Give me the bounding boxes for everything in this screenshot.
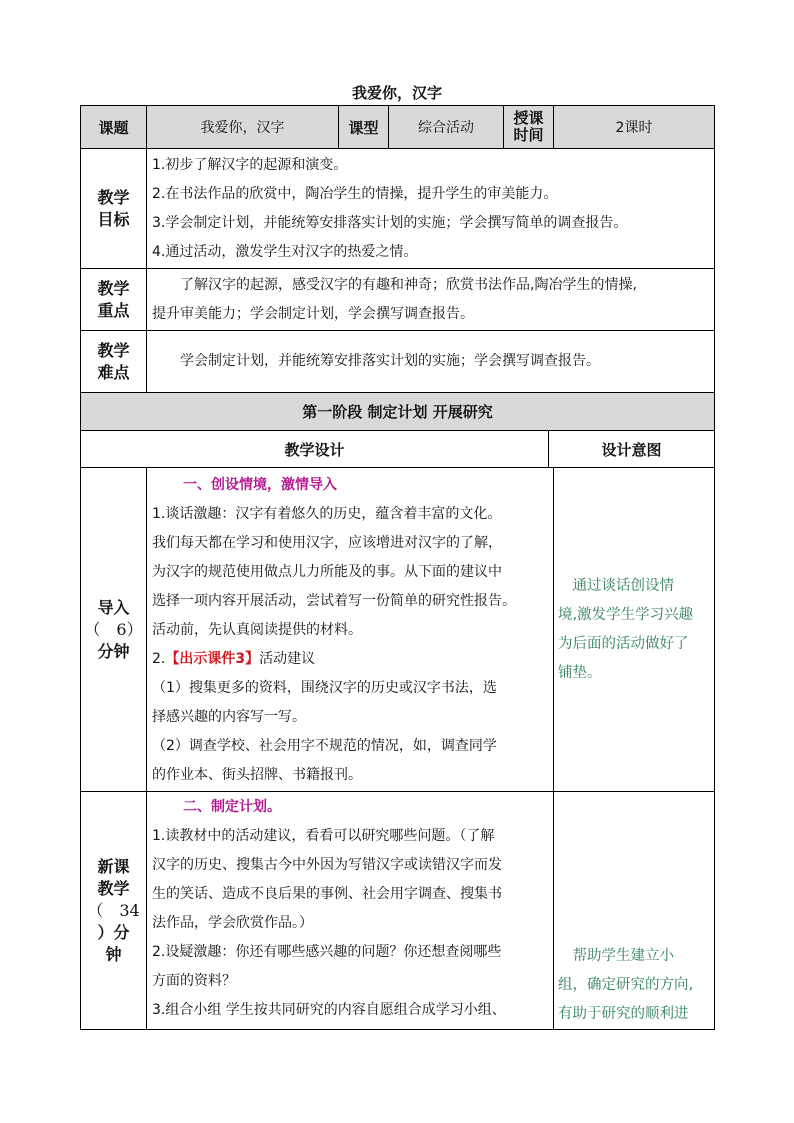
new-lesson-label-line4: ）分 (97, 922, 130, 942)
intro-intent-line: 铺垫。 (558, 664, 602, 681)
time-value: 2课时 (554, 106, 715, 149)
time-label-line2: 时间 (513, 126, 544, 144)
key-points-label (81, 269, 147, 331)
new-lesson-row (81, 792, 715, 1030)
goal-item: 4.通过活动，激发学生对汉字的热爱之情。 (152, 243, 418, 260)
key-points-line2: 提升审美能力；学会制定计划，学会撰写调查报告。 (152, 305, 474, 322)
new-lesson-label (81, 792, 147, 1030)
time-label (504, 106, 554, 149)
lesson-plan-table (80, 105, 715, 1030)
activity-prefix: 2. (152, 651, 166, 667)
difficulty-content (147, 331, 715, 393)
goals-label-line1: 教学 (97, 187, 130, 207)
intro-sub-line: 的作业本、街头招牌、书籍报刊。 (152, 767, 362, 783)
intro-sub-line: （1）搜集更多的资料，围绕汉字的历史或汉字书法，选 (152, 680, 497, 696)
intent-column-header: 设计意图 (549, 431, 715, 468)
courseware-highlight: 【出示课件3】 (165, 651, 260, 667)
type-value: 综合活动 (389, 106, 504, 149)
intro-sub-line: （2）调查学校、社会用字不规范的情况，如，调查同学 (152, 738, 497, 754)
difficulty-label-line2: 难点 (97, 362, 130, 382)
time-label-line1: 授课 (513, 109, 544, 127)
goals-label-line2: 目标 (97, 209, 130, 229)
new-lesson-label-line2: 教学 (97, 878, 130, 898)
intro-activity-line (147, 645, 553, 674)
intro-line: 活动前，先认真阅读提供的材料。 (152, 622, 362, 638)
intro-heading: 一、创设情境，激情导入 (183, 477, 337, 493)
intro-intent-line: 境,激发学生学习兴趣 (558, 606, 694, 623)
stage-row (81, 393, 715, 431)
difficulty-text: 学会制定计划，并能统筹安排落实计划的实施；学会撰写调查报告。 (180, 353, 600, 369)
activity-suffix: 活动建议 (259, 651, 316, 667)
intro-line: 选择一项内容开展活动，尝试着写一份简单的研究性报告。 (152, 593, 516, 609)
intro-content (147, 468, 554, 792)
key-points-line1: 了解汉字的起源，感受汉字的有趣和神奇；欣赏书法作品,陶冶学生的情操, (180, 276, 637, 293)
new-lesson-label-line5: 钟 (105, 944, 122, 964)
intro-sub-line: 择感兴趣的内容写一写。 (152, 709, 306, 725)
new-lesson-line: 方面的资料？ (152, 973, 236, 989)
new-lesson-line: 3.组合小组 学生按共同研究的内容自愿组合成学习小组、 (152, 1002, 506, 1018)
key-points-label-line2: 重点 (97, 300, 130, 320)
intro-intent (554, 468, 715, 792)
intro-label (81, 468, 147, 792)
intro-line: 1.谈话激趣：汉字有着悠久的历史，蕴含着丰富的文化。 (152, 506, 502, 522)
goals-label (81, 149, 147, 269)
new-lesson-intent-line: 组，确定研究的方向, (558, 977, 694, 993)
goal-item: 3.学会制定计划，并能统筹安排落实计划的实施；学会撰写简单的调查报告。 (152, 214, 628, 231)
new-lesson-line: 汉字的历史、搜集古今中外因为写错汉字或读错汉字而发 (152, 857, 502, 873)
difficulty-label-line1: 教学 (97, 340, 130, 360)
key-points-row (81, 269, 715, 331)
type-label: 课型 (339, 106, 389, 149)
new-lesson-label-line1: 新课 (97, 856, 130, 876)
new-lesson-content (147, 792, 554, 1030)
new-lesson-label-line3: （ 34 (87, 900, 140, 920)
key-points-content (147, 269, 715, 331)
difficulty-label (81, 331, 147, 393)
design-column-header: 教学设计 (81, 431, 549, 468)
stage-title: 第一阶段 制定计划 开展研究 (81, 393, 715, 431)
new-lesson-intent (554, 792, 715, 1030)
difficulty-row (81, 331, 715, 393)
goals-row (81, 149, 715, 269)
intro-intent-line: 为后面的活动做好了 (558, 635, 689, 652)
new-lesson-heading: 二、制定计划。 (183, 799, 281, 815)
intro-line: 我们每天都在学习和使用汉字，应该增进对汉字的了解， (152, 535, 502, 551)
new-lesson-line: 1.读教材中的活动建议，看看可以研究哪些问题。（了解 (152, 828, 495, 844)
intro-row (81, 468, 715, 792)
columns-row (81, 431, 715, 468)
intro-label-line2: （ 6） (84, 619, 143, 639)
document-title: 我爱你，汉字 (351, 84, 442, 102)
goals-content (147, 149, 715, 269)
intro-label-line3: 分钟 (97, 641, 130, 661)
header-row (81, 106, 715, 149)
intro-intent-line: 通过谈话创设情 (558, 577, 675, 594)
new-lesson-intent-line: 有助于研究的顺利进 (558, 1006, 689, 1022)
goal-item: 1.初步了解汉字的起源和演变。 (152, 156, 348, 173)
new-lesson-line: 生的笑话、造成不良后果的事例、社会用字调查、搜集书 (152, 886, 502, 902)
intro-line: 为汉字的规范使用做点儿力所能及的事。从下面的建议中 (152, 564, 502, 580)
new-lesson-line: 2.设疑激趣：你还有哪些感兴趣的问题？你还想查阅哪些 (152, 944, 502, 960)
goal-item: 2.在书法作品的欣赏中，陶冶学生的情操，提升学生的审美能力。 (152, 185, 558, 202)
topic-label: 课题 (81, 106, 147, 149)
new-lesson-line: 法作品，学会欣赏作品。） (152, 915, 313, 931)
intro-label-line1: 导入 (97, 597, 130, 617)
key-points-label-line1: 教学 (97, 278, 130, 298)
topic-value: 我爱你，汉字 (147, 106, 339, 149)
new-lesson-intent-line: 帮助学生建立小 (558, 948, 675, 964)
